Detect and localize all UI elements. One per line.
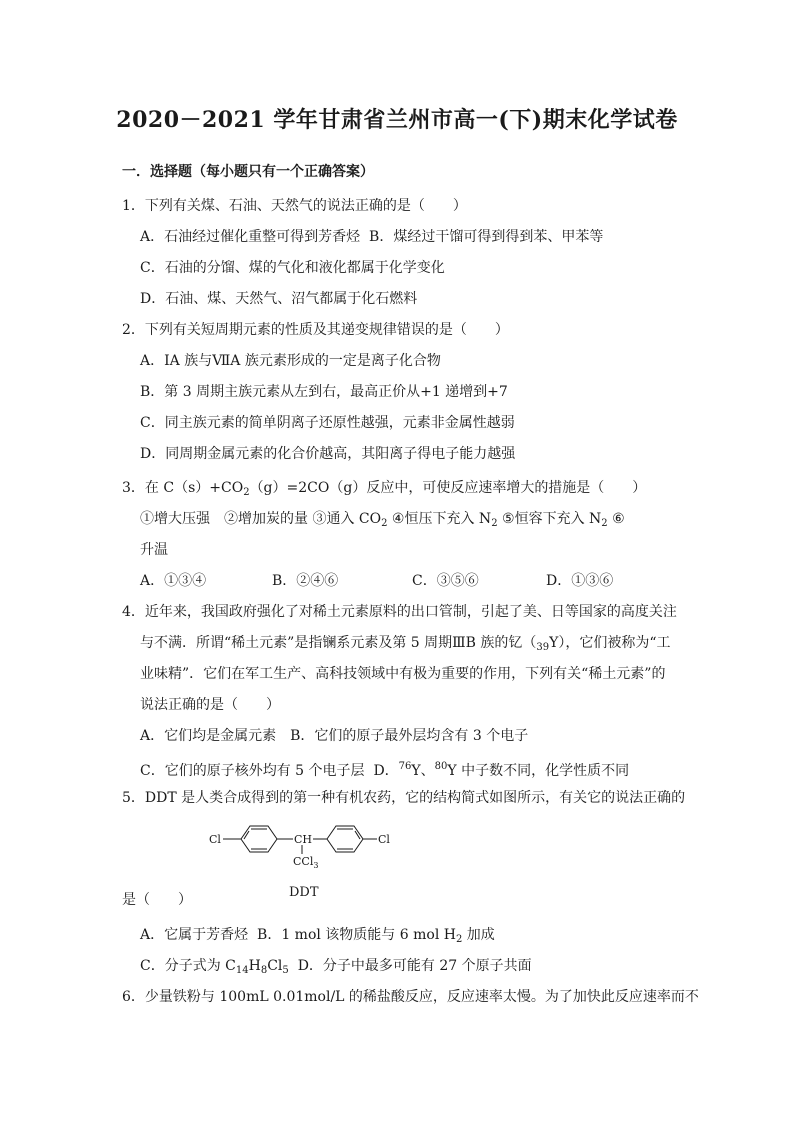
question-5-line-2: 是（ ） [122,892,192,908]
page-title: 2020－2021 学年甘肃省兰州市高一(下)期末化学试卷 [116,107,678,133]
question-1-option-d: D．石油、煤、天然气、沼气都属于化石燃料 [140,291,418,307]
question-2-option-b: B．第 3 周期主族元素从左到右，最高正价从+1 递增到+7 [140,384,508,400]
question-2-option-c: C．同主族元素的简单阴离子还原性越强，元素非金属性越弱 [140,415,515,431]
question-3-option-a: A．①③④ [140,573,207,589]
question-5-line-1: 5．DDT 是人类合成得到的第一种有机农药，它的结构简式如图所示，有关它的说法正确的 [122,790,686,806]
question-4-line-3: 业味精”．它们在军工生产、高科技领域中有极为重要的作用，下列有关“稀土元素”的 [140,666,666,682]
question-5-options-cd [140,957,532,980]
question-4-options-cd [140,758,629,780]
question-4-line-2: 与不满．所谓“稀土元素”是指镧系元素及第 5 周期ⅢB 族的钇$(_{39}Y)$，它们被称为“工 [140,635,671,653]
question-5-options-ab [140,926,495,949]
question-6-line-1: 6．少量铁粉与 100mL 0.01mol/L 的稀盐酸反应，反应速率太慢。为了加快此反应速率而不 [122,989,699,1005]
question-1-option-a: A．石油经过催化重整可得到芳香烃 [140,229,361,245]
question-4-option-c: C．它们的原子核外均有 5 个电子层 [140,763,365,779]
question-3-option-d: D．①③⑥ [546,573,614,589]
ddt-cl-left-label: Cl [209,833,221,846]
ddt-ch-label: CH [294,833,313,846]
question-3-option-c: C．③⑤⑥ [412,573,479,589]
question-4-line-1: 4．近年来，我国政府强化了对稀土元素原料的出口管制，引起了美、日等国家的高度关注 [122,604,677,620]
question-5-option-d: D．分子中最多可能有 27 个原子共面 [297,958,532,974]
question-1-option-b: B．煤经过干馏可得到得到苯、甲苯等 [369,229,604,245]
ddt-left-benzene-ring [241,826,277,852]
question-5-option-c: C．分子式为 $C_{14}H_8Cl_5$ [140,958,289,976]
question-5-option-b: B．1 mol 该物质能与 6 mol $H_2$ 加成 [257,927,495,945]
question-2-option-a: A．ⅠA 族与ⅦA 族元素形成的一定是离子化合物 [140,353,441,369]
ddt-ccl3-label: CCl$_3$ [293,855,319,870]
question-5-option-a: A．它属于芳香烃 [140,927,249,943]
question-1-stem: 1．下列有关煤、石油、天然气的说法正确的是（ ） [122,198,467,214]
question-2-option-d: D．同周期金属元素的化合价越高，其阳离子得电子能力越强 [140,446,516,462]
question-3-option-b: B．②④⑥ [272,573,339,589]
question-3-stem: 3．在 $C(s)+CO_2(g)=2CO(g)$反应中，可使反应速率增大的措施是（ ） [122,480,647,498]
ddt-name-label: DDT [289,885,319,900]
ddt-structure-diagram [205,818,405,900]
question-4-option-d: D．$^{76}$Y、$^{80}$Y 中子数不同，化学性质不同 [373,761,630,779]
question-1-options-ab [140,228,603,246]
ddt-right-benzene-ring [327,826,363,852]
question-4-options-ab: A．它们均是金属元素 B．它们的原子最外层均含有 3 个电子 [140,728,529,744]
ddt-cl-right-label: Cl [378,833,390,846]
question-1-option-c: C．石油的分馏、煤的气化和液化都属于化学变化 [140,260,445,276]
question-4-line-4: 说法正确的是（ ） [140,697,280,713]
section-heading: 一．选择题（每小题只有一个正确答案） [122,164,374,180]
question-3-measures: ①增大压强 ②增加炭的量 ③通入 $CO_2$ ④恒压下充入 $N_2$ ⑤恒容下充入 $N_2$ ⑥ [140,511,625,529]
question-3-measures-cont: 升温 [140,542,168,558]
question-2-stem: 2．下列有关短周期元素的性质及其递变规律错误的是（ ） [122,322,509,338]
